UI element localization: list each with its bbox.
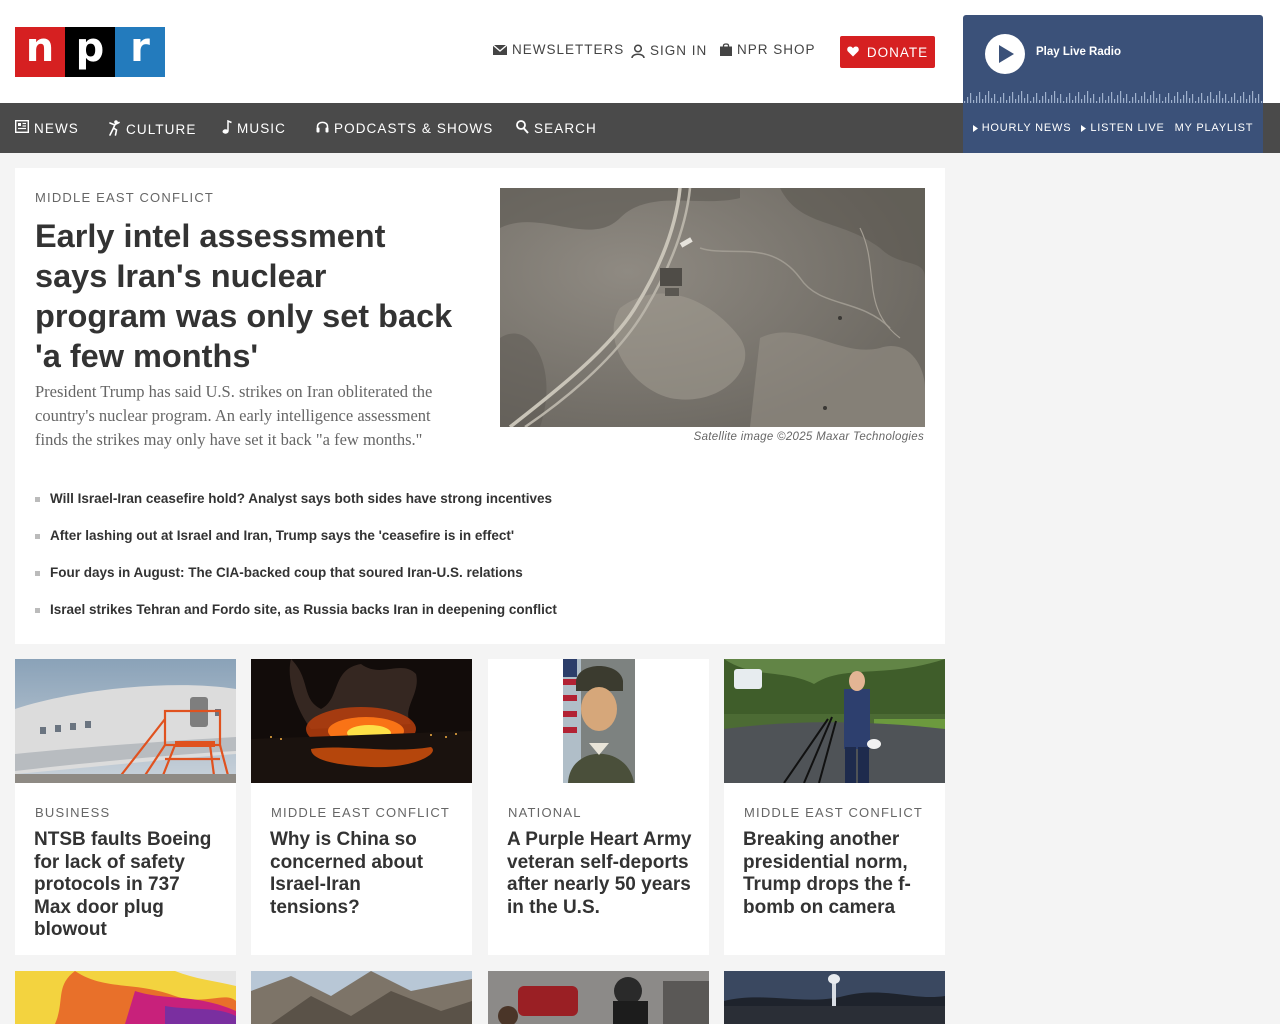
waveform-bar — [1009, 96, 1010, 103]
street-protest-image[interactable] — [488, 971, 709, 1024]
waveform-bar — [1225, 94, 1226, 103]
headphones-icon — [316, 120, 329, 136]
card-category[interactable]: MIDDLE EAST CONFLICT — [744, 805, 924, 820]
waveform-bar — [1216, 95, 1217, 103]
waveform-bar — [1075, 96, 1076, 103]
donate-button[interactable] — [840, 36, 935, 68]
nav-podcasts-label: PODCASTS & SHOWS — [334, 120, 494, 136]
card-category[interactable]: NATIONAL — [508, 805, 582, 820]
nav-item-podcasts[interactable] — [316, 120, 493, 136]
waveform-bar — [1159, 94, 1160, 103]
newsletters-link[interactable] — [493, 42, 624, 57]
waveform-bar — [1207, 96, 1208, 103]
live-radio-player — [963, 15, 1263, 153]
npr-logo[interactable] — [15, 27, 165, 77]
story-card — [15, 659, 236, 955]
card-headline[interactable]: Breaking another presidential norm, Trump drops the f-bomb on camera — [743, 829, 911, 918]
card-headline[interactable]: Why is China so concerned about Israel-Iran tensions? — [270, 829, 424, 918]
waveform-bar — [1021, 91, 1022, 103]
heart-icon — [847, 45, 859, 60]
waveform-bar — [1234, 93, 1235, 103]
waveform-bar — [1153, 91, 1154, 103]
waveform-bar — [1069, 93, 1070, 103]
story-card — [251, 659, 472, 955]
fire-explosion-image[interactable] — [251, 659, 472, 783]
hourly-news-link[interactable] — [973, 122, 1072, 134]
mountain-valley-image[interactable] — [251, 971, 472, 1024]
triangle-right-icon — [973, 125, 978, 132]
waveform-bar — [1054, 91, 1055, 103]
waveform-bar — [1108, 96, 1109, 103]
my-playlist-label: MY PLAYLIST — [1174, 122, 1254, 134]
listen-live-label: LISTEN LIVE — [1090, 122, 1165, 134]
waveform-bar — [970, 93, 971, 103]
newspaper-icon — [15, 120, 29, 136]
nav-news-label: NEWS — [34, 120, 79, 136]
waveform-bar — [1087, 91, 1088, 103]
lead-story-satellite-image[interactable] — [500, 188, 925, 427]
music-note-icon — [222, 120, 232, 137]
lead-image-credit: Satellite image ©2025 Maxar Technologies — [693, 431, 924, 443]
story-card — [724, 659, 945, 955]
trump-outdoor-press-image[interactable] — [724, 659, 945, 783]
nav-culture-label: CULTURE — [126, 122, 197, 137]
play-live-radio-label: Play Live Radio — [1036, 46, 1122, 58]
waveform-bar — [1012, 92, 1013, 103]
card-headline[interactable]: A Purple Heart Army veteran self-deports after nearly 50 years in the U.S. — [507, 829, 692, 918]
triangle-right-icon — [1081, 125, 1086, 132]
waveform-bar — [1093, 94, 1094, 103]
donate-label: DONATE — [866, 44, 929, 60]
waveform-bar — [1252, 91, 1253, 103]
sign-in-label: SIGN IN — [650, 43, 708, 58]
waveform-bar — [1036, 93, 1037, 103]
nav-item-culture[interactable] — [108, 120, 196, 139]
related-stories-list — [35, 491, 557, 639]
waveform-bar — [979, 92, 980, 103]
waveform-bar — [1078, 92, 1079, 103]
waveform-bar — [994, 94, 995, 103]
waveform-bar — [1201, 93, 1202, 103]
army-veteran-portrait-image[interactable] — [488, 659, 709, 783]
waveform-bar — [1111, 92, 1112, 103]
related-story-link[interactable]: Israel strikes Tehran and Fordo site, as Russia backs Iran in deepening conflict — [35, 602, 557, 639]
waveform-bar — [1177, 92, 1178, 103]
listen-live-link[interactable] — [1081, 122, 1164, 134]
search-icon — [516, 120, 529, 137]
waveform-bar — [1243, 92, 1244, 103]
lead-story-headline[interactable]: Early intel assessment says Iran's nuclear program was only set back 'a few months' — [35, 218, 453, 374]
waveform-bar — [1135, 93, 1136, 103]
waveform-bar — [1183, 95, 1184, 103]
waveform-bar — [1168, 93, 1169, 103]
card-headline[interactable]: NTSB faults Boeing for lack of safety protocols in 737 Max door plug blowout — [34, 829, 212, 940]
nav-item-music[interactable] — [222, 120, 286, 137]
waveform-bar — [1102, 93, 1103, 103]
waveform-bar — [1045, 92, 1046, 103]
heat-map-image[interactable] — [15, 971, 236, 1024]
waveform-bar — [1003, 93, 1004, 103]
shopping-bag-icon — [720, 43, 732, 56]
waveform-bar — [1141, 96, 1142, 103]
lead-story — [15, 168, 945, 644]
waveform-bar — [1174, 96, 1175, 103]
waveform-bar — [1150, 95, 1151, 103]
newsletters-label: NEWSLETTERS — [512, 42, 625, 57]
waveform-bar — [1186, 91, 1187, 103]
nav-search-label: SEARCH — [534, 121, 597, 136]
envelope-icon — [493, 45, 507, 55]
related-story-link[interactable]: After lashing out at Israel and Iran, Trump says the 'ceasefire is in effect' — [35, 528, 557, 565]
npr-shop-link[interactable] — [720, 42, 816, 57]
boeing-plane-image[interactable] — [15, 659, 236, 783]
related-story-link[interactable]: Will Israel-Iran ceasefire hold? Analyst says both sides have strong incentives — [35, 491, 557, 528]
waveform-bar — [1144, 92, 1145, 103]
nav-item-news[interactable] — [15, 120, 79, 136]
logo-letter-n: n — [15, 27, 65, 77]
story-card — [488, 659, 709, 955]
waveform-bar — [1084, 95, 1085, 103]
waveform-bar — [1027, 94, 1028, 103]
waveform-bar — [1240, 96, 1241, 103]
waveform-bar — [1051, 95, 1052, 103]
my-playlist-link[interactable] — [1175, 122, 1254, 134]
waveform-bar — [1210, 92, 1211, 103]
waveform-bar — [1018, 95, 1019, 103]
waveform-bar — [1060, 94, 1061, 103]
waveform-bar — [1192, 94, 1193, 103]
hourly-news-label: HOURLY NEWS — [981, 122, 1072, 134]
waveform-bar — [1249, 95, 1250, 103]
waveform-bar — [988, 91, 989, 103]
lead-story-category[interactable]: MIDDLE EAST CONFLICT — [35, 190, 215, 205]
waveform-bar — [976, 96, 977, 103]
user-icon — [631, 44, 645, 58]
waveform-bar — [1117, 95, 1118, 103]
waveform-bar — [1219, 91, 1220, 103]
dancer-icon — [108, 120, 121, 139]
waveform-bar — [1258, 94, 1259, 103]
card-category[interactable]: BUSINESS — [35, 805, 111, 820]
card-category[interactable]: MIDDLE EAST CONFLICT — [271, 805, 451, 820]
logo-letter-r: r — [115, 27, 165, 77]
play-icon — [998, 44, 1015, 64]
waveform-bar — [1042, 96, 1043, 103]
waveform-bar — [985, 95, 986, 103]
play-button[interactable] — [985, 34, 1025, 74]
sign-in-link[interactable] — [631, 43, 707, 58]
nav-music-label: MUSIC — [237, 121, 286, 136]
related-story-link[interactable]: Four days in August: The CIA-backed coup that soured Iran-U.S. relations — [35, 565, 557, 602]
audio-waveform-icon — [963, 87, 1263, 103]
shop-label: NPR SHOP — [737, 42, 816, 57]
logo-letter-p: p — [65, 27, 115, 77]
player-links — [963, 103, 1263, 153]
lead-story-teaser: President Trump has said U.S. strikes on Iran obliterated the country's nuclear program. An early intelligence assessment finds the strikes may only have set it back "a few months." — [35, 382, 433, 449]
waveform-bar — [1126, 94, 1127, 103]
waveform-bar — [1120, 91, 1121, 103]
fountain-dusk-image[interactable] — [724, 971, 945, 1024]
nav-item-search[interactable] — [516, 120, 597, 137]
